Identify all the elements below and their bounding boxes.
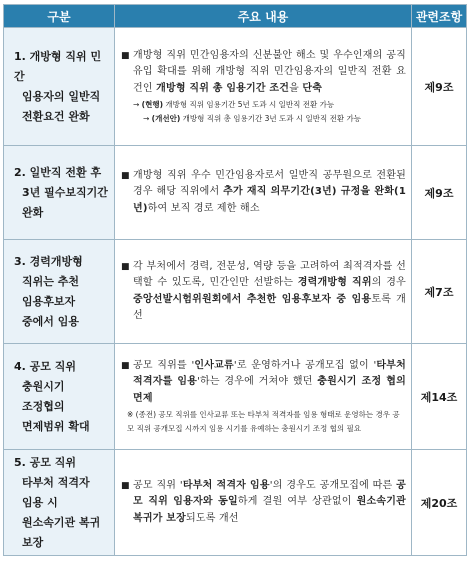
row-article: 제20조 <box>412 450 467 556</box>
footnote: ※ (종전) 공모 직위를 인사교류 또는 타부처 적격자를 임용 형태로 운영하는 경우 공모 직위 공개모집 시까지 임용 시기를 유예하는 충원시기 조정 협의 필요 <box>127 410 400 433</box>
header-content: 주요 내용 <box>115 5 412 28</box>
reform-table <box>3 4 467 556</box>
row-category: 2. 일반직 전환 후 3년 필수보직기간 완화 <box>4 146 115 240</box>
row-category: 5. 공모 직위 타부처 적격자 임용 시 원소속기관 복귀 보장 <box>4 450 115 556</box>
row-category: 3. 경력개방형 직위는 추천 임용후보자 중에서 임용 <box>4 240 115 344</box>
row-content: ■ 각 부처에서 경력, 전문성, 역량 등을 고려하여 최적격자를 선택할 수 있도록, 민간인만 선발하는 경력개방형 직위의 경우 중앙선발시험위원회에서 추천한 임용후보자 중 임용토록 개선 <box>115 240 412 344</box>
row-content: ■ 공모 직위를 '인사교류'로 운영하거나 공개모집 없이 '타부처 적격자를 임용'하는 경우에 거쳐야 했던 충원시기 조정 협의 면제 ※ (종전) 공모 직위를 인사교류 또는 타부처 적격자를 임용 형태로 운영하는 경우 공모 직위 공개모집 시까지 임용 시기를 유예하는 충원시기 조정 협의 필요 <box>115 344 412 450</box>
row-article: 제7조 <box>412 240 467 344</box>
row-article: 제9조 <box>412 146 467 240</box>
row-category: 1. 개방형 직위 민간 임용자의 일반직 전환요건 완화 <box>4 28 115 146</box>
row-article: 제14조 <box>412 344 467 450</box>
bullet-icon: ■ <box>121 360 130 371</box>
bullet-icon: ■ <box>121 261 130 272</box>
table-row <box>4 450 467 556</box>
arrow-icon: → <box>143 114 152 124</box>
arrow-icon: → <box>133 100 142 110</box>
bullet-icon: ■ <box>121 50 130 61</box>
bullet-icon: ■ <box>121 170 130 181</box>
header-article: 관련조항 <box>412 5 467 28</box>
row-content: ■ 개방형 직위 우수 민간임용자로서 일반직 공무원으로 전환된 경우 해당 직위에서 추가 재직 의무기간(3년) 규정을 완화(1년)하여 보직 경로 제한 해소 <box>115 146 412 240</box>
table-header-row <box>4 5 467 28</box>
row-content: ■ 공모 직위 '타부처 적격자 임용'의 경우도 공개모집에 따른 공모 직위 임용자와 동일하게 결원 여부 상관없이 원소속기관 복귀가 보장되도록 개선 <box>115 450 412 556</box>
row-content: ■ 개방형 직위 민간임용자의 신분불안 해소 및 우수인재의 공직 유입 확대를 위해 개방형 직위 민간임용자의 일반직 전환 요건인 개방형 직위 총 임용기간 조건을 단축 → (현행) 개방형 직위 임용기간 5년 도과 시 일반직 전환 가능 → (개선안) 개방형 직위 총 임용기간 3년 도과 시 일반직 전환 가능 <box>115 28 412 146</box>
header-category: 구분 <box>4 5 115 28</box>
table-row <box>4 344 467 450</box>
table-row <box>4 240 467 344</box>
table-row <box>4 146 467 240</box>
row-category: 4. 공모 직위 충원시기 조정협의 면제범위 확대 <box>4 344 115 450</box>
row-article: 제9조 <box>412 28 467 146</box>
bullet-icon: ■ <box>121 480 130 491</box>
table-row <box>4 28 467 146</box>
